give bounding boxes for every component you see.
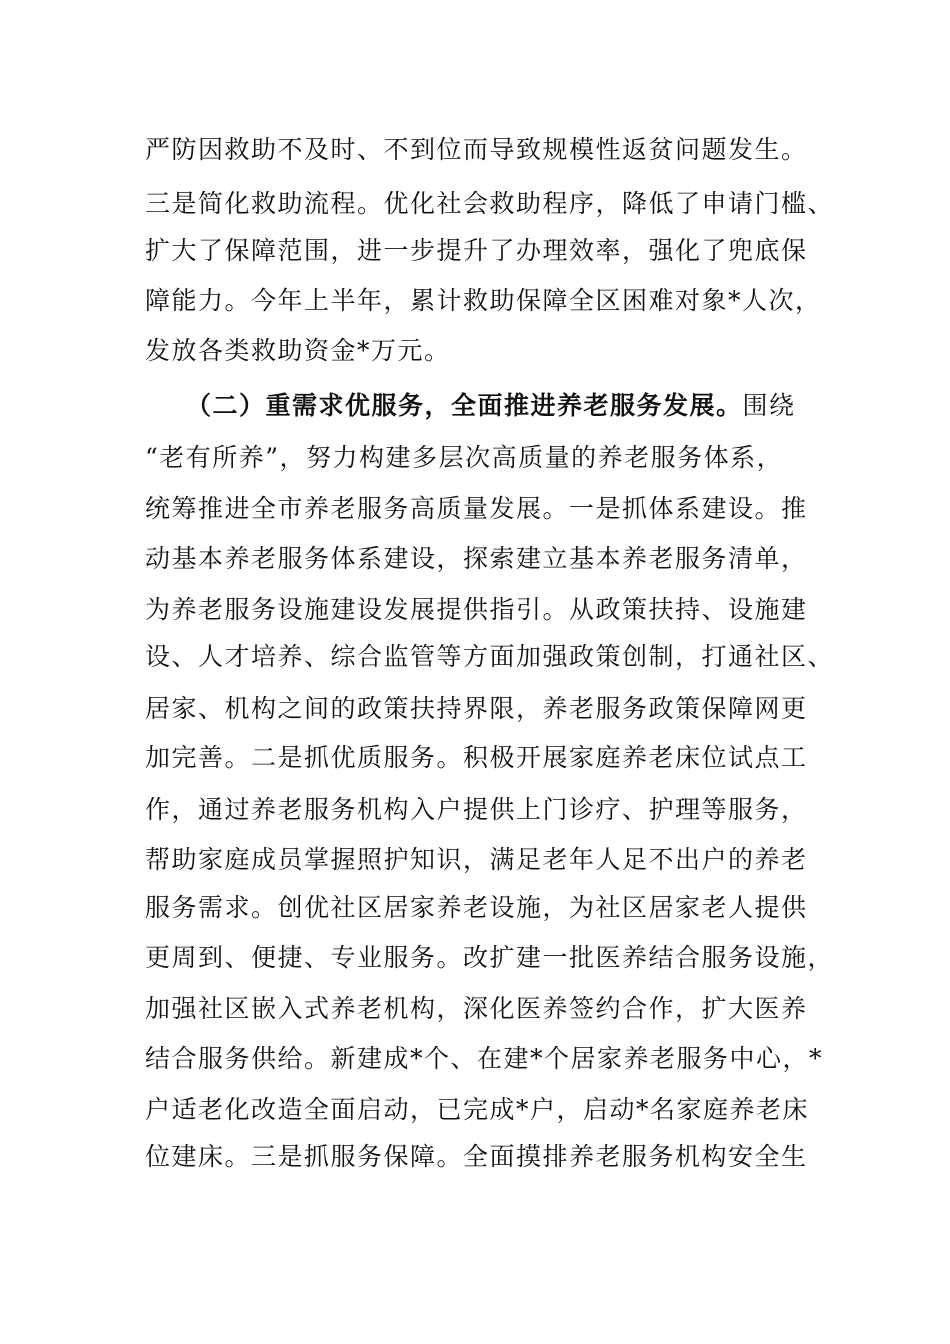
body-text-line: 结合服务供给。新建成*个、在建*个居家养老服务中心，* xyxy=(145,1044,824,1073)
body-text-line: 设、人才培养、综合监管等方面加强政策创制，打通社区、 xyxy=(145,642,835,671)
section-heading-line xyxy=(186,386,796,426)
body-text-line: 加强社区嵌入式养老机构，深化医养签约合作，扩大医养 xyxy=(145,994,808,1023)
body-text-line: 三是简化救助流程。优化社会救助程序，降低了申请门槛、 xyxy=(145,189,835,218)
body-text-line: 为养老服务设施建设发展提供指引。从政策扶持、设施建 xyxy=(145,595,808,624)
body-text-line: 障能力。今年上半年，累计救助保障全区困难对象*人次， xyxy=(145,286,822,315)
body-text-line: 发放各类救助资金*万元。 xyxy=(145,336,451,365)
body-text-line: 服务需求。创优社区居家养老设施，为社区居家老人提供 xyxy=(145,893,808,922)
body-text-line: 作，通过养老服务机构入户提供上门诊疗、护理等服务， xyxy=(145,795,808,824)
body-text-line: 位建床。三是抓服务保障。全面摸排养老服务机构安全生 xyxy=(145,1142,808,1171)
body-text-line: 加完善。二是抓优质服务。积极开展家庭养老床位试点工 xyxy=(145,743,808,772)
section-heading-tail: 围绕 xyxy=(742,391,796,420)
body-text-line: 严防因救助不及时、不到位而导致规模性返贫问题发生。 xyxy=(145,135,808,164)
section-heading: （二）重需求优服务，全面推进养老服务发展。 xyxy=(186,391,743,420)
body-text-line: 帮助家庭成员掌握照护知识，满足老年人足不出户的养老 xyxy=(145,845,808,874)
body-text-line: 扩大了保障范围，进一步提升了办理效率，强化了兜底保 xyxy=(145,236,808,265)
body-text-line: 居家、机构之间的政策扶持界限，养老服务政策保障网更 xyxy=(145,694,808,723)
body-text-line: “老有所养”，努力构建多层次高质量的养老服务体系， xyxy=(145,443,784,472)
body-text-line: 动基本养老服务体系建设，探索建立基本养老服务清单， xyxy=(145,544,808,573)
body-text-line: 户适老化改造全面启动，已完成*户，启动*名家庭养老床 xyxy=(145,1095,810,1124)
body-text-line: 更周到、便捷、专业服务。改扩建一批医养结合服务设施， xyxy=(145,943,835,972)
body-text-line: 统筹推进全市养老服务高质量发展。一是抓体系建设。推 xyxy=(145,494,808,523)
